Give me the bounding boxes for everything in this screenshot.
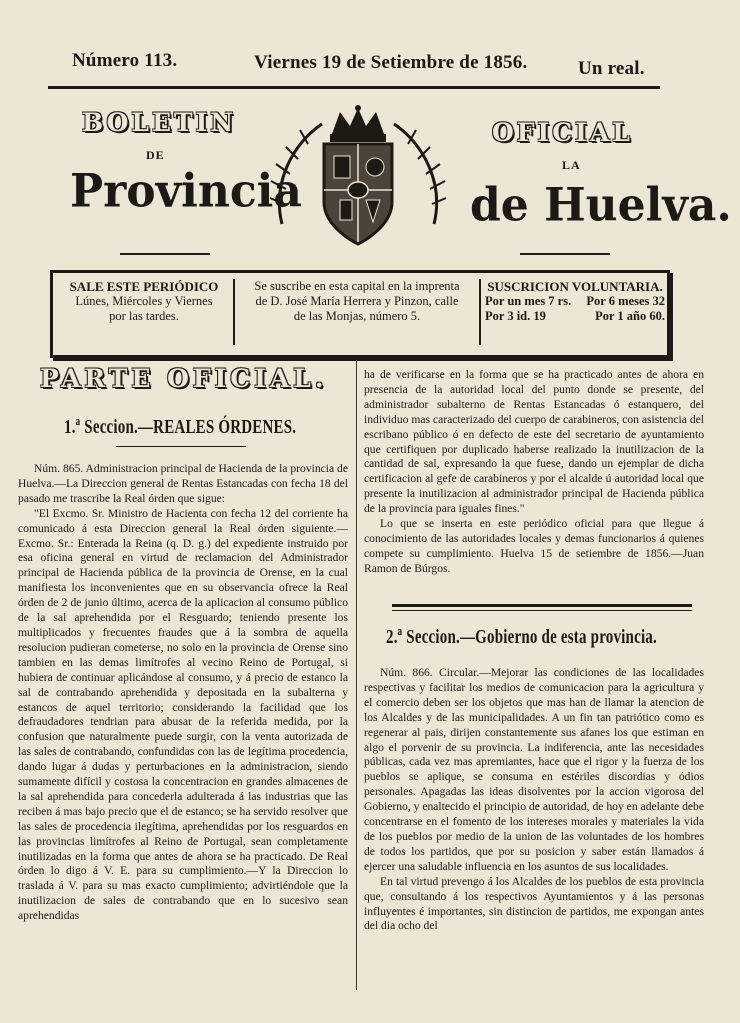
paragraph: ha de verificarse en la forma que se ha practicado antes de ahora en presencia de la autoridad local del punto donde se presente, del administrador subalterno de Rentas Estancadas ó estanquero, del individuo mas caracterizado del cuerpo de carabineros, con asistencia del escribano público ó en defecto de este del secretario de ayuntamiento que certifiquen por duplicado haberse realizado la inutilizacion de la cantidad de sal, expresando la que fuese, dando un ejemplar de dicha certificacion al gefe de carabineros y por el alcalde ú autoridad local que presente la inutilizacion al administrador principal de Hacienda pública de la provincia para iguales fines."	[364, 368, 704, 516]
masthead-top-line	[48, 44, 660, 84]
subscription-address	[239, 279, 475, 324]
price-entry: Por 6 meses 32	[586, 294, 665, 308]
price-entry: Por 3 id. 19	[485, 309, 546, 323]
box-divider	[233, 279, 235, 345]
paragraph: Lo que se inserta en este periódico oficial para que llegue á conocimiento de las autoridades locales y demas funcionarios á quienes compete su cumplimiento. Huelva 15 de setiembre de 1856.—Juan Ramon de Búrgos.	[364, 517, 704, 575]
parte-oficial-heading: PARTE OFICIAL.	[40, 364, 328, 393]
coat-of-arms-icon	[262, 104, 454, 254]
section-divider-rule	[392, 610, 692, 611]
price-entry: Por 1 año 60.	[595, 309, 665, 323]
address-line: de las Monjas, número 5.	[293, 309, 421, 323]
subscription-prices	[485, 279, 665, 324]
title-word-oficial: OFICIAL	[492, 118, 633, 147]
paragraph: "El Excmo. Sr. Ministro de Hacienta con fecha 12 del corriente ha comunicado á esta Direccion general la Real órden siguiente.—Excmo. Sr.: Enterada la Reina (q. D. g.) del expediente instruido por esa oficina general en virtud de reclamacion del Administrador principal de Hacienda pública de la provincia de Orense, en la cual manifiesta los inconvenientes que en su observancia ofrece la Real órden de 2 de junio último, acerca de la aplicacion al consumo público de la sal aprehendida por el Resguardo; teniendo presente los multiplicados y frecuentes fraudes que á la sombra de aquella resolucion pudieran cometerse, no solo en la provincia de Orense sino tambien en las demas limítrofes al vecino Reino de Portugal, si hubiera de continuar aplicándose al consumo, y á precio de estanco la sal de contrabando aprehendida y depositada en la subalterna y estancos de aquel territorio; considerando la facilidad que los defraudadores tendrian para abusar de la referida medida, por la confusion que naturalmente puede surgir, con la venta autorizada de las sales de contrabando, confundidas con las de legítima procedencia, dando lugar á dudas y perturbaciones en la administracion, siendo sumamente difícil y costosa la concentracion en grandes almacenes de la sal aprehendida para concederla adulterada á las industrias que las reciben á mas bajo precio que el de estanco; se ha servido resolver que las sales de procedencia ilegítima, aprehendidas por los resguardos en las provincias limítrofes al Reino de Portugal, sean completamente inutilizadas en la forma que antes de ahora se ha practicado. De Real órden lo digo á V. E. para su cumplimiento.—Y la Direccion lo traslada á V. para su mas exacto cumplimiento; advirtiéndole que la inutilizacion de sales de contrabando que en lo sucesivo sean aprehendidas	[18, 506, 348, 923]
price-entry: Por un mes 7 rs.	[485, 294, 572, 308]
section1-rule	[116, 446, 246, 447]
address-line: Se suscribe en esta capital en la imprenta	[254, 279, 460, 293]
paragraph: Núm. 865. Administracion principal de Hacienda de la provincia de Huelva.—La Direccion general de Rentas Estancadas con fecha 18 del pasado me trascribe la Real órden que sigue:	[18, 462, 348, 505]
title-word-provincia: Provincia	[70, 164, 302, 219]
column-divider	[356, 360, 357, 990]
title-word-la: LA	[562, 158, 581, 172]
publication-days-line: por las tardes.	[109, 309, 179, 323]
price-row	[485, 294, 665, 309]
section2-heading: 2.ª Seccion.—Gobierno de esta provincia.	[386, 627, 657, 649]
section1-right-column	[364, 368, 704, 596]
section2-column	[364, 666, 704, 992]
section-divider-rule	[392, 604, 692, 607]
issue-price: Un real.	[578, 58, 645, 79]
paragraph: Núm. 866. Circular.—Mejorar las condiciones de las localidades respectivas y facilitar los medios de comunicacion para la agricultura y el comercio deben ser los objetos que mas han de llamar la atencion de los Alcaldes y de las municipalidades. A un fin tan patriótico como es regenerar al pais, dirijen constantemente sus afanes los que estiman en algo el porvenir de su provincia. La indiferencia, ante las necesidades públicas, cada vez mas apremiantes, hace que el rigor y la fuerza de los pueblos se aplique, se consuma en estériles discordias y ódios personales. Apagadas las ideas disolventes por la accion vigorosa del Gobierno, y enaltecido el principio de autoridad, de hoy en adelante debe concentrarse en el fomento de los intereses morales y materiales la vida de los pueblos por medio de la union de las voluntades de los hombres de todos los partidos, que por su posicion y saber están llamados á ejercer una saludable influencia en los asuntos de sus localidades.	[364, 666, 704, 873]
masthead-rule	[48, 86, 660, 89]
issue-number: Número 113.	[72, 50, 178, 71]
title-word-huelva: de Huelva.	[470, 178, 732, 233]
publication-days	[59, 279, 229, 324]
prices-heading: SUSCRICION VOLUNTARIA.	[487, 279, 663, 294]
paragraph: En tal virtud prevengo á los Alcaldes de los pueblos de esta provincia que, consultando á los respectivos Ayuntamientos y á las personas influyentes é importantes, sin distincion de partidos, me expongan antes del dia ocho del	[364, 874, 704, 933]
section1-heading: 1.ª Seccion.—REALES ÓRDENES.	[64, 417, 297, 439]
section1-left-column	[18, 462, 348, 976]
title-rule-left	[120, 253, 210, 255]
box-divider	[479, 279, 481, 345]
title-word-de: DE	[146, 148, 165, 162]
publication-days-line: Lúnes, Miércoles y Viernes	[75, 294, 213, 308]
publication-days-heading: SALE ESTE PERIÓDICO	[69, 279, 219, 294]
title-rule-right	[520, 253, 610, 255]
title-word-boletin: BOLETIN	[82, 108, 237, 137]
price-row	[485, 309, 665, 324]
subscription-box	[50, 270, 670, 358]
address-line: de D. José María Herrera y Pinzon, calle	[255, 294, 459, 308]
issue-date: Viernes 19 de Setiembre de 1856.	[254, 52, 528, 73]
